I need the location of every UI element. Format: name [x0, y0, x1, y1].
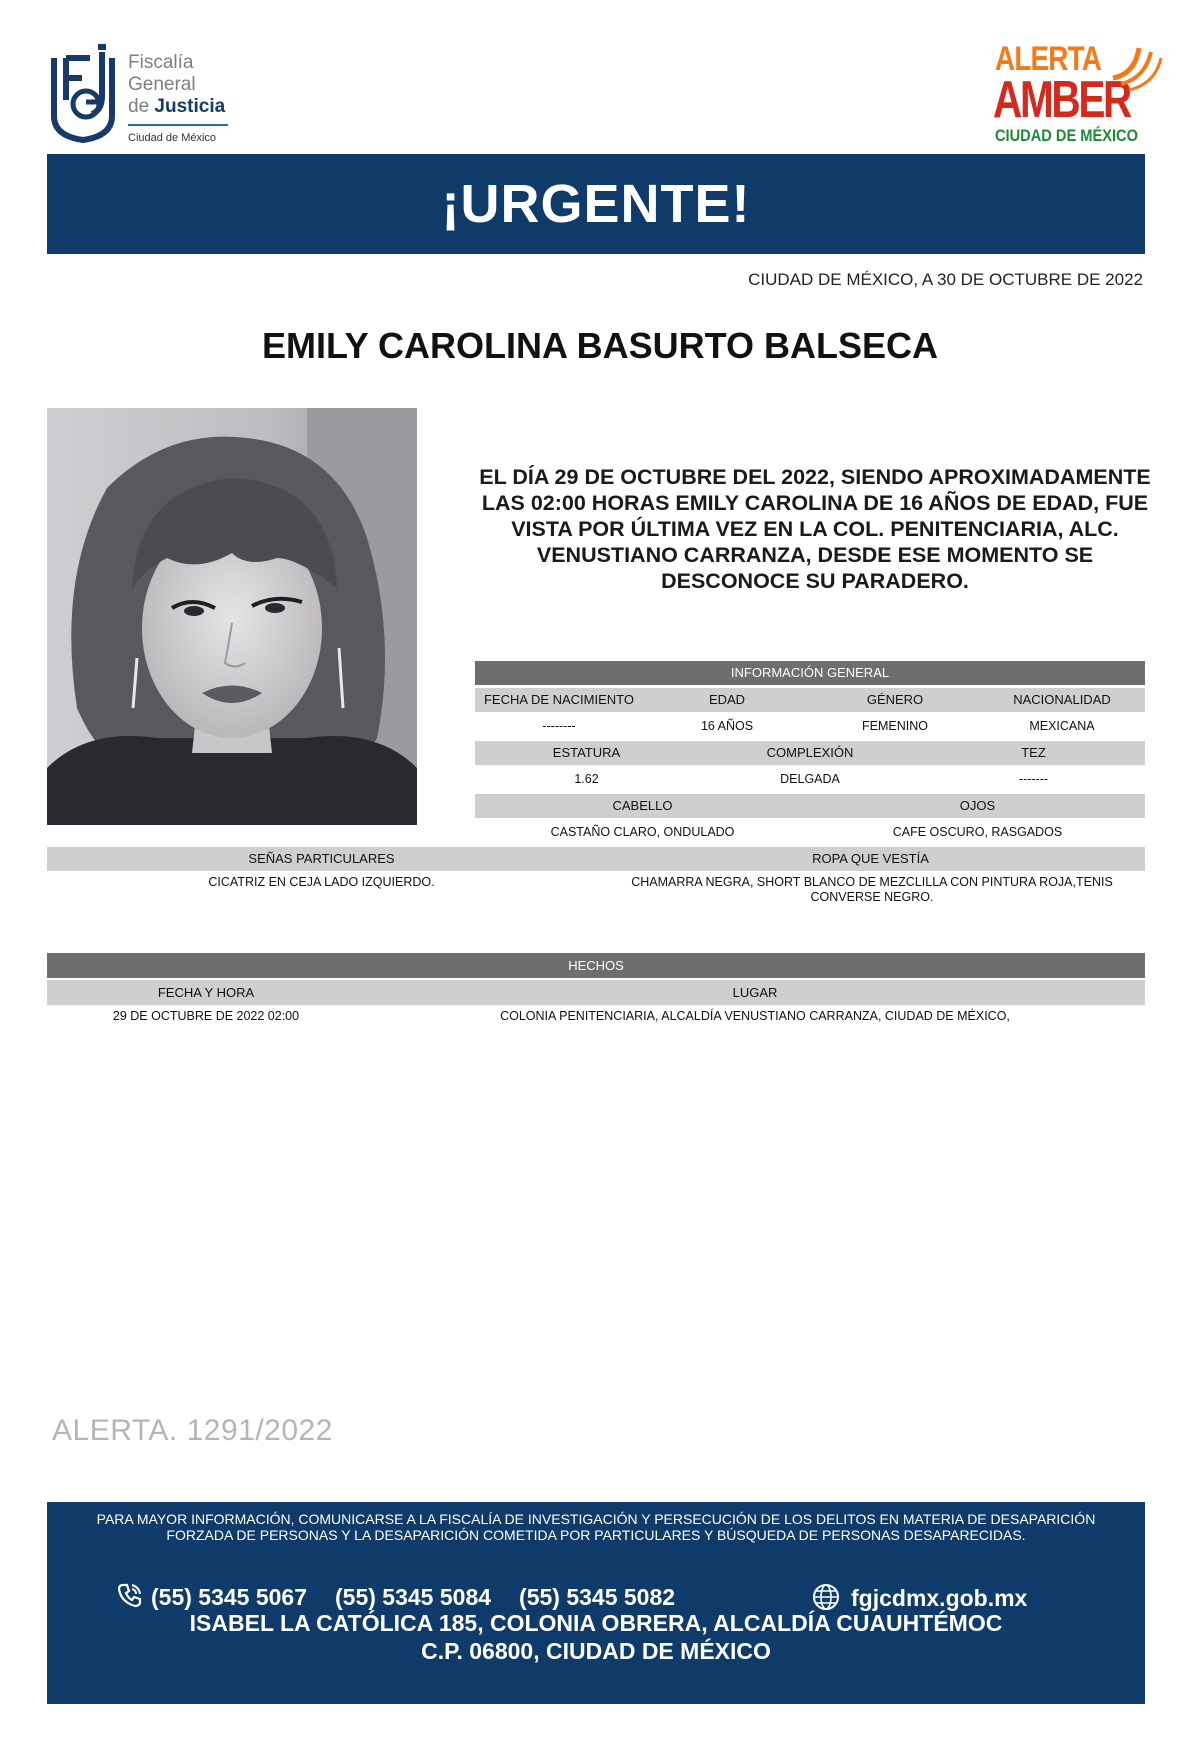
alerta-amber-logo	[985, 38, 1165, 148]
build-label: COMPLEXIÓN	[766, 745, 854, 760]
fgj-line-3-prefix: de	[128, 96, 155, 117]
amber-logo-line-1: ALERTA	[995, 40, 1102, 78]
fgj-line-2: General	[128, 74, 196, 95]
skin-label: TEZ	[1021, 745, 1046, 760]
missing-person-name: EMILY CAROLINA BASURTO BALSECA	[261, 325, 939, 366]
fgj-line-4: Ciudad de México	[128, 132, 217, 144]
portrait-image	[47, 408, 417, 825]
fgj-divider	[128, 124, 228, 126]
fgj-emblem-icon	[46, 44, 120, 144]
footer-phones	[117, 1582, 675, 1611]
phone-2[interactable]: (55) 5345 5084	[335, 1584, 492, 1610]
eyes-label: OJOS	[959, 798, 996, 813]
contact-footer	[47, 1502, 1145, 1704]
gender-label: GÉNERO	[866, 692, 924, 707]
fgj-line-3-bold: Justicia	[154, 96, 226, 117]
facts-value-row	[47, 1005, 1145, 1027]
footer-address-line-2: C.P. 06800, CIUDAD DE MÉXICO	[421, 1638, 771, 1664]
skin-value: -------	[1018, 772, 1049, 786]
nationality-label: NACIONALIDAD	[1013, 692, 1111, 707]
hair-label: CABELLO	[612, 798, 673, 813]
missing-person-photo	[47, 408, 417, 825]
marks-value-row	[47, 872, 1145, 906]
info-value-row-2	[475, 767, 1145, 791]
urgent-banner	[47, 154, 1145, 254]
footer-note: PARA MAYOR INFORMACIÓN, COMUNICARSE A LA FISCALÍA DE INVESTIGACIÓN Y PERSECUCIÓN DE LOS DELITOS EN MATERIA DE DESAPARICIÓN FORZADA DE PERSONAS Y LA DESAPARICIÓN COMETIDA POR PARTICULARES Y BÚSQUEDA DE PERSONAS DESAPARECIDAS.	[96, 1511, 1096, 1543]
facts-header-row	[47, 980, 1145, 1005]
eyes-value: CAFE OSCURO, RASGADOS	[892, 825, 1063, 839]
height-value: 1.62	[574, 772, 599, 786]
info-value-row-3	[475, 820, 1145, 844]
hair-value: CASTAÑO CLARO, ONDULADO	[550, 825, 735, 839]
footer-website	[811, 1582, 1027, 1612]
fgj-line-1: Fiscalía	[128, 52, 194, 73]
place-value: COLONIA PENITENCIARIA, ALCALDÍA VENUSTIANO CARRANZA, CIUDAD DE MÉXICO,	[500, 1009, 1010, 1023]
info-value-row-1	[475, 714, 1145, 738]
birth-date-label: FECHA DE NACIMIENTO	[483, 692, 634, 707]
datetime-label: FECHA Y HORA	[157, 985, 255, 1000]
issue-date: CIUDAD DE MÉXICO, A 30 DE OCTUBRE DE 2022	[748, 270, 1143, 289]
nationality-value: MEXICANA	[1029, 719, 1095, 733]
marks-label: SEÑAS PARTICULARES	[248, 851, 395, 866]
birth-date-value: --------	[542, 719, 576, 733]
amber-logo-line-3: CIUDAD DE MÉXICO	[995, 126, 1138, 145]
phone-3[interactable]: (55) 5345 5082	[519, 1584, 676, 1610]
globe-icon	[811, 1582, 841, 1612]
age-label: EDAD	[708, 692, 746, 707]
amber-signal-icon	[1105, 38, 1165, 98]
footer-address-line-1: ISABEL LA CATÓLICA 185, COLONIA OBRERA, ALCALDÍA CUAUHTÉMOC	[189, 1610, 1003, 1636]
gender-value: FEMENINO	[862, 719, 928, 733]
clothes-label: ROPA QUE VESTÍA	[812, 851, 929, 866]
age-value: 16 AÑOS	[700, 719, 754, 733]
datetime-value: 29 DE OCTUBRE DE 2022 02:00	[112, 1009, 300, 1023]
info-section-title: INFORMACIÓN GENERAL	[475, 661, 1145, 685]
build-value: DELGADA	[780, 772, 840, 786]
height-label: ESTATURA	[552, 745, 621, 760]
info-header-row-2	[475, 741, 1145, 765]
marks-header-row	[47, 847, 1145, 871]
place-label: LUGAR	[732, 985, 778, 1000]
clothes-value: CHAMARRA NEGRA, SHORT BLANCO DE MEZCLILLA CON PINTURA ROJA,TENIS CONVERSE NEGRO.	[631, 875, 1113, 904]
phone-1[interactable]: (55) 5345 5067	[151, 1584, 308, 1610]
phone-icon	[117, 1582, 143, 1608]
info-header-row-1	[475, 688, 1145, 712]
disappearance-narrative: EL DÍA 29 DE OCTUBRE DEL 2022, SIENDO APROXIMADAMENTE LAS 02:00 HORAS EMILY CAROLINA DE 16 AÑOS DE EDAD, FUE VISTA POR ÚLTIMA VEZ EN LA COL. PENITENCIARIA, ALC. VENUSTIANO CARRANZA, DESDE ESE MOMENTO SE DESCONOCE SU PARADERO.	[479, 465, 1151, 593]
amber-logo-line-2: AMBER	[993, 71, 1131, 129]
marks-value: CICATRIZ EN CEJA LADO IZQUIERDO.	[208, 875, 435, 889]
alert-number: ALERTA. 1291/2022	[52, 1414, 333, 1447]
info-header-row-3	[475, 794, 1145, 818]
fgj-wordmark	[128, 52, 228, 144]
fgj-logo	[46, 44, 236, 144]
urgent-title: ¡URGENTE!	[441, 174, 751, 234]
fgj-line-3	[128, 96, 228, 118]
website-link[interactable]: fgjcdmx.gob.mx	[851, 1585, 1028, 1611]
facts-section-title: HECHOS	[47, 953, 1145, 978]
